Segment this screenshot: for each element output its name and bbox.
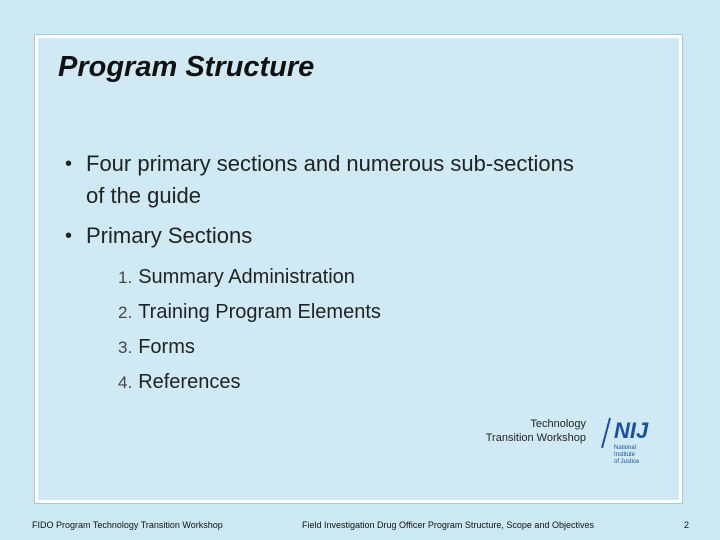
logo-line-3: of Justice [614,459,640,465]
bullet-text-continued: of the guide [86,183,201,208]
list-label: Forms [138,336,195,358]
workshop-line-1: Technology [530,418,586,430]
list-number: 1. [118,268,133,287]
list-number: 2. [118,303,133,322]
bullet-icon: • [65,153,73,175]
logo-line-2: Institute [614,452,636,458]
logo-line-1: National [614,445,637,451]
bullet-text: Four primary sections and numerous sub-sections [86,151,574,176]
workshop-line-2: Transition Workshop [485,432,586,444]
nij-logo [592,410,668,488]
bullet-icon: • [65,225,73,247]
list-number: 4. [118,373,133,392]
list-item [118,365,686,400]
footer-center: Field Investigation Drug Officer Program Structure, Scope and Objectives [302,520,594,530]
list-item [118,260,686,295]
page-number: 2 [684,520,690,530]
list-item [118,330,686,365]
numbered-list [118,260,686,400]
list-item [118,295,686,330]
bullet-text: Primary Sections [86,223,253,248]
logo-letters: NIJ [614,418,649,443]
list-number: 3. [118,338,133,357]
list-label: Summary Administration [138,266,355,288]
footer-left: FIDO Program Technology Transition Workshop [32,520,223,530]
list-label: References [138,371,241,393]
list-label: Training Program Elements [138,301,381,323]
workshop-label [466,417,586,445]
bullet-item [65,148,686,212]
bullet-item [65,220,686,252]
slide-content [65,148,686,400]
slide-title: Program Structure [58,51,315,83]
logo-divider [602,418,610,448]
